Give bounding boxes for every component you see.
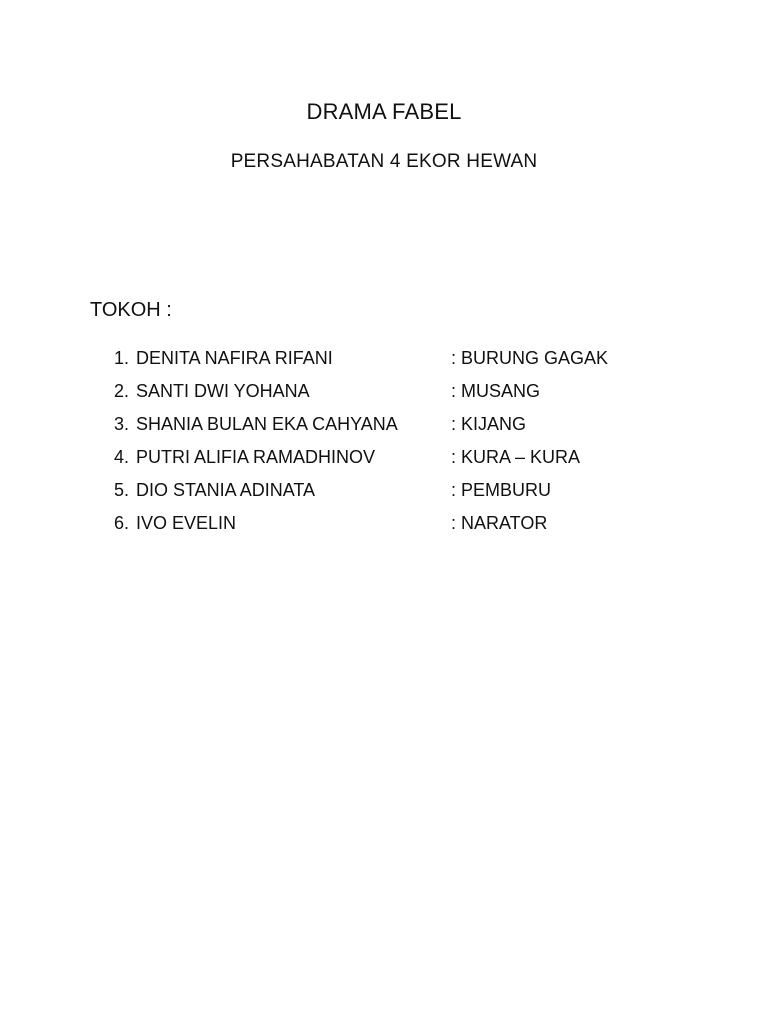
cast-item (114, 377, 674, 410)
cast-actor-name: DIO STANIA ADINATA (136, 480, 316, 500)
cast-item (114, 443, 674, 476)
cast-number: 4. (114, 447, 130, 467)
cast-item (114, 476, 674, 509)
cast-role: : PEMBURU (451, 480, 552, 500)
cast-actor-name: SANTI DWI YOHANA (136, 381, 310, 401)
cast-number: 3. (114, 414, 130, 434)
document-subtitle: PERSAHABATAN 4 EKOR HEWAN (230, 151, 538, 172)
cast-item (114, 509, 674, 542)
cast-section-label: TOKOH : (90, 299, 172, 321)
cast-number: 6. (114, 513, 130, 533)
cast-number: 2. (114, 381, 130, 401)
cast-number: 1. (114, 348, 130, 368)
cast-role: : MUSANG (451, 381, 541, 401)
cast-role: : KIJANG (451, 414, 527, 434)
cast-role: : NARATOR (451, 513, 548, 533)
document-title: DRAMA FABEL (306, 99, 462, 124)
cast-number: 5. (114, 480, 130, 500)
cast-role: : BURUNG GAGAK (451, 348, 609, 368)
cast-list (114, 344, 674, 542)
cast-actor-name: IVO EVELIN (136, 513, 237, 533)
cast-actor-name: PUTRI ALIFIA RAMADHINOV (136, 447, 376, 467)
cast-actor-name: SHANIA BULAN EKA CAHYANA (136, 414, 398, 434)
cast-item (114, 344, 674, 377)
cast-actor-name: DENITA NAFIRA RIFANI (136, 348, 333, 368)
cast-item (114, 410, 674, 443)
cast-role: : KURA – KURA (451, 447, 581, 467)
